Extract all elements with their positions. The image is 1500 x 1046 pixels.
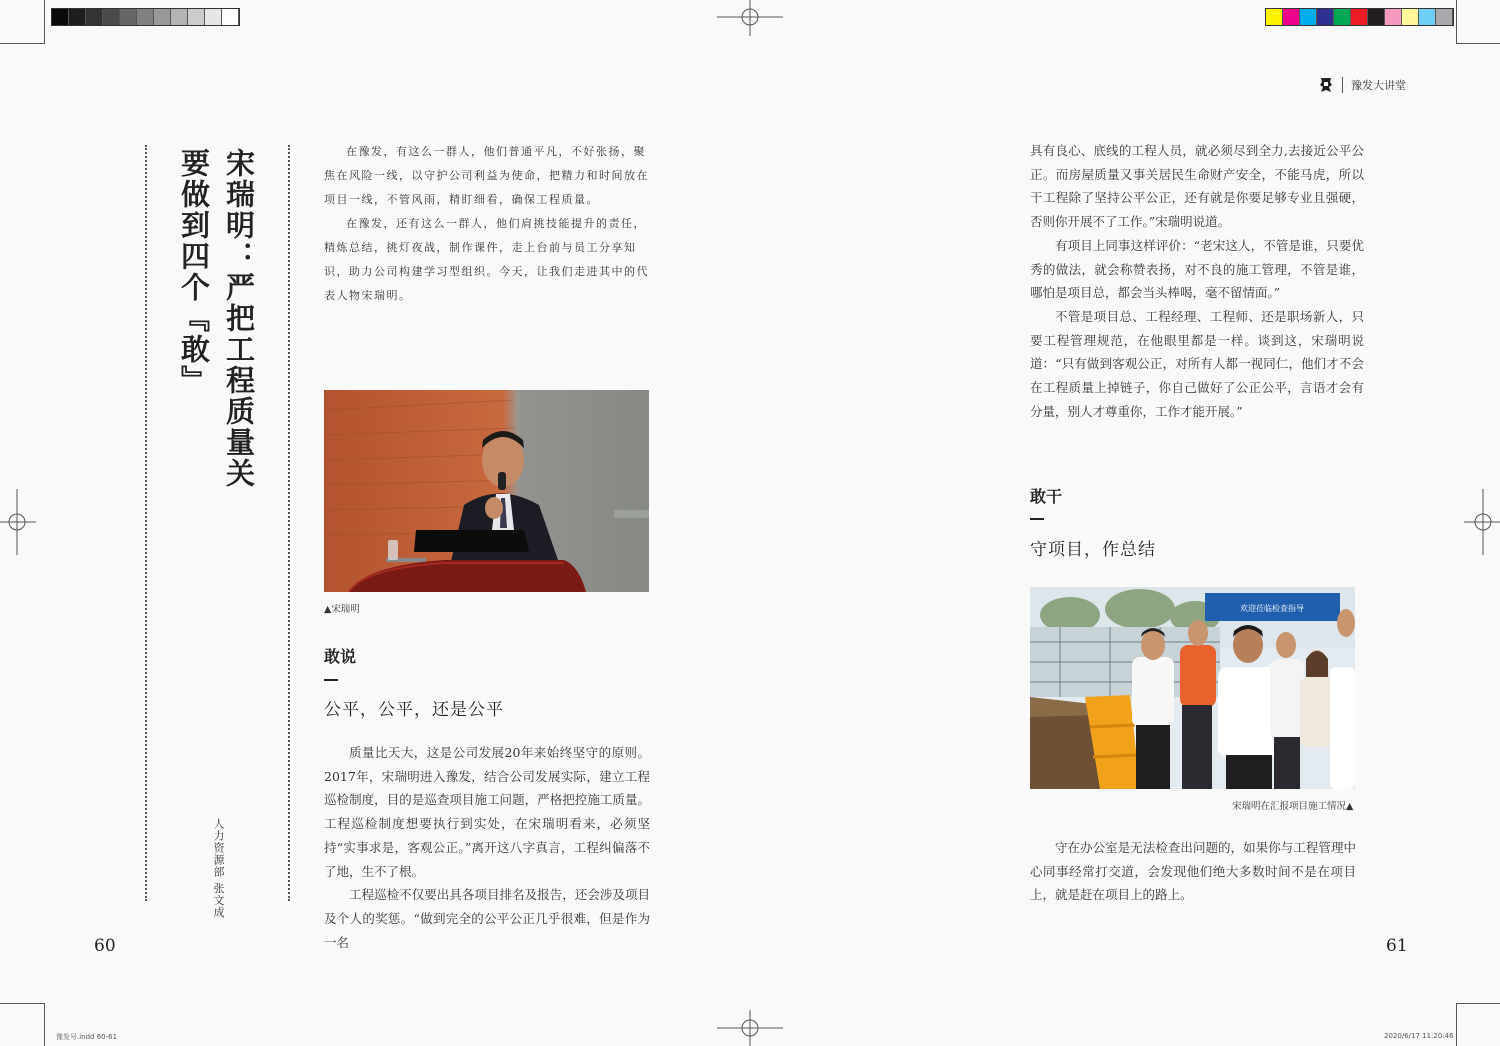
article-byline: 人力资源部 张文成 [212,818,225,919]
photo-site-inspection [1030,587,1355,789]
intro-paragraph: 在豫发，有这么一群人，他们普通平凡，不好张扬，聚焦在风险一线，以守护公司利益为使命，把精力和时间放在项目一线，不管风雨，精盯细看，确保工程质量。 [324,145,649,206]
process-color-swatch [1334,9,1351,25]
grayscale-swatch [103,9,120,25]
intro-paragraph: 在豫发，还有这么一群人，他们肩挑技能提升的责任，精炼总结，挑灯夜战，制作课件，走上台前与员工分享知识，助力公司构建学习型组织。今天，让我们走进其中的代表人物宋瑞明。 [324,217,649,302]
body-paragraph: 守在办公室是无法检查出问题的，如果你与工程管理中心同事经常打交道，会发现他们绝大多数时间不是在项目上，就是赶在项目上的路上。 [1030,840,1356,903]
seal-icon [1318,76,1334,94]
section1-subtitle: 公平，公平，还是公平 [324,700,504,720]
photo-site-caption: 宋瑞明在汇报项目施工情况▲ [1232,801,1354,812]
body-paragraph: 工程巡检不仅要出具各项目排名及报告，还会涉及项目及个人的奖惩。“做到完全的公平公正几乎很难，但是作为一名 [324,887,650,950]
running-header [1318,76,1406,94]
grayscale-swatch [222,9,239,25]
grayscale-swatch [205,9,222,25]
process-color-swatch [1300,9,1317,25]
process-color-swatch [1266,9,1283,25]
process-color-swatch [1402,9,1419,25]
grayscale-swatch [120,9,137,25]
header-divider [1342,77,1343,93]
process-color-swatch [1419,9,1436,25]
slug-filename: 豫发号.indd 60-61 [56,1033,118,1041]
process-color-swatch [1317,9,1334,25]
title-rule-left [145,145,147,901]
process-color-bar [1265,8,1454,26]
article-intro [324,140,650,308]
registration-mark-bottom [717,1006,783,1046]
right-page-body-top [1030,139,1364,423]
registration-mark-right [1460,489,1500,555]
process-color-swatch [1283,9,1300,25]
body-paragraph: 不管是项目总、工程经理、工程师、还是职场新人，只要工程管理规范，在他眼里都是一样。谈到这，宋瑞明说道：“只有做到客观公正，对所有人都一视同仁，他们才不会在工程质量上掉链子，你自己做好了公正公平，言语才会有分量，别人才尊重你，工作才能开展。” [1030,308,1364,419]
process-color-swatch [1368,9,1385,25]
photo-speaker-caption: ▲宋瑞明 [324,604,360,615]
body-paragraph: 具有良心、底线的工程人员，就必须尽到全力,去接近公平公正。而房屋质量又事关居民生命财产安全，不能马虎，所以干工程除了坚持公平公正，还有就是你要足够专业且强硬，否则你开展不了工作。”宋瑞明说道。 [1030,143,1364,230]
grayscale-swatch [171,9,188,25]
slug-timestamp: 2020/6/17 11:20:46 [1384,1032,1454,1040]
page-number-right: 61 [1386,936,1408,956]
article-title-line2: 要做到四个『敢』 [177,148,211,396]
process-color-swatch [1385,9,1402,25]
section-label: 豫发大讲堂 [1351,79,1406,92]
grayscale-color-bar [51,8,240,26]
grayscale-swatch [137,9,154,25]
site-banner-text: 欢迎莅临检查指导 [1240,604,1304,613]
process-color-swatch [1351,9,1368,25]
section2-title: 敢干 [1030,487,1063,506]
section2-dash [1030,518,1044,520]
photo-speaker [324,390,649,592]
grayscale-swatch [69,9,86,25]
body-paragraph: 有项目上同事这样评价：“老宋这人，不管是谁，只要优秀的做法，就会称赞表扬，对不良的施工管理，不管是谁，哪怕是项目总，都会当头棒喝，毫不留情面。” [1030,237,1364,301]
grayscale-swatch [188,9,205,25]
grayscale-swatch [86,9,103,25]
title-rule-right [288,145,290,901]
section2-subtitle: 守项目，作总结 [1030,540,1156,560]
section1-body [324,741,650,954]
article-title-line1: 宋瑞明：严把工程质量关 [222,148,256,489]
body-paragraph: 质量比天大，这是公司发展20年来始终坚守的原则。2017年，宋瑞明进入豫发，结合公司发展实际，建立工程巡检制度，目的是巡查项目施工问题，严格把控施工质量。工程巡检制度想要执行到实处，在宋瑞明看来，必须坚持“实事求是，客观公正。”离开这八字真言，工程纠偏落不了地，生不了根。 [324,745,650,879]
page-number-left: 60 [94,936,116,956]
section1-dash [324,679,338,681]
process-color-swatch [1436,9,1453,25]
registration-mark-top [717,0,783,40]
grayscale-swatch [52,9,69,25]
section2-body [1030,836,1356,907]
section1-title: 敢说 [324,647,357,666]
grayscale-swatch [154,9,171,25]
registration-mark-left [0,489,40,555]
